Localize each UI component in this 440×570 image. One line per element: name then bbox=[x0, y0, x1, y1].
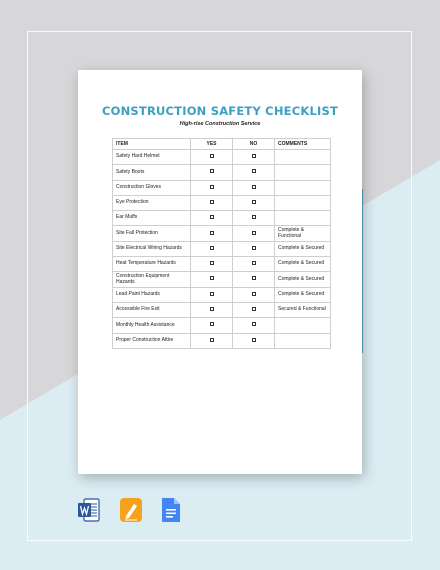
row-comment: Complete & Secured bbox=[275, 241, 331, 256]
table-row bbox=[113, 195, 331, 210]
table-row bbox=[113, 150, 331, 165]
word-icon[interactable] bbox=[78, 497, 100, 523]
row-yes-cell bbox=[191, 302, 233, 317]
table-row bbox=[113, 165, 331, 180]
row-item-label: Construction Gloves bbox=[113, 180, 191, 195]
row-item-label: Heat Temperature Hazards bbox=[113, 257, 191, 272]
row-no-cell bbox=[233, 302, 275, 317]
no-checkbox[interactable] bbox=[252, 200, 256, 204]
row-comment bbox=[275, 333, 331, 348]
row-no-cell bbox=[233, 287, 275, 302]
table-row bbox=[113, 241, 331, 256]
row-comment: Complete & Secured bbox=[275, 272, 331, 287]
no-checkbox[interactable] bbox=[252, 215, 256, 219]
row-no-cell bbox=[233, 257, 275, 272]
app-icons bbox=[78, 497, 188, 523]
row-comment bbox=[275, 211, 331, 226]
yes-checkbox[interactable] bbox=[210, 169, 214, 173]
table-row bbox=[113, 333, 331, 348]
row-no-cell bbox=[233, 211, 275, 226]
row-comment: Complete & Functional bbox=[275, 226, 331, 241]
row-item-label: Proper Construction Attire bbox=[113, 333, 191, 348]
column-header-comments: COMMENTS bbox=[275, 139, 331, 150]
no-checkbox[interactable] bbox=[252, 246, 256, 250]
row-no-cell bbox=[233, 318, 275, 333]
row-comment bbox=[275, 318, 331, 333]
column-header-no: NO bbox=[233, 139, 275, 150]
row-no-cell bbox=[233, 272, 275, 287]
pages-icon[interactable] bbox=[120, 497, 142, 523]
table-row bbox=[113, 180, 331, 195]
row-item-label: Eye Protection bbox=[113, 195, 191, 210]
table-row bbox=[113, 272, 331, 287]
row-item-label: Site Electrical Wiring Hazards bbox=[113, 241, 191, 256]
yes-checkbox[interactable] bbox=[210, 322, 214, 326]
row-item-label: Site Fall Protection bbox=[113, 226, 191, 241]
row-comment: Complete & Secured bbox=[275, 287, 331, 302]
yes-checkbox[interactable] bbox=[210, 185, 214, 189]
no-checkbox[interactable] bbox=[252, 169, 256, 173]
row-no-cell bbox=[233, 165, 275, 180]
row-yes-cell bbox=[191, 195, 233, 210]
row-comment bbox=[275, 150, 331, 165]
row-yes-cell bbox=[191, 287, 233, 302]
no-checkbox[interactable] bbox=[252, 154, 256, 158]
column-header-yes: YES bbox=[191, 139, 233, 150]
yes-checkbox[interactable] bbox=[210, 261, 214, 265]
row-no-cell bbox=[233, 241, 275, 256]
table-row bbox=[113, 287, 331, 302]
no-checkbox[interactable] bbox=[252, 185, 256, 189]
yes-checkbox[interactable] bbox=[210, 338, 214, 342]
no-checkbox[interactable] bbox=[252, 338, 256, 342]
table-header-row bbox=[113, 139, 331, 150]
row-yes-cell bbox=[191, 165, 233, 180]
column-header-item: ITEM bbox=[113, 139, 191, 150]
row-yes-cell bbox=[191, 318, 233, 333]
google-docs-icon[interactable] bbox=[160, 497, 182, 523]
no-checkbox[interactable] bbox=[252, 307, 256, 311]
row-comment: Secured & Functional bbox=[275, 302, 331, 317]
table-row bbox=[113, 211, 331, 226]
yes-checkbox[interactable] bbox=[210, 200, 214, 204]
document-page bbox=[78, 70, 362, 474]
row-yes-cell bbox=[191, 272, 233, 287]
yes-checkbox[interactable] bbox=[210, 307, 214, 311]
table-row bbox=[113, 302, 331, 317]
checklist-table bbox=[112, 138, 331, 349]
table-row bbox=[113, 318, 331, 333]
row-no-cell bbox=[233, 180, 275, 195]
row-no-cell bbox=[233, 195, 275, 210]
document-subtitle: High-rise Construction Service bbox=[179, 121, 261, 127]
no-checkbox[interactable] bbox=[252, 276, 256, 280]
document-title: CONSTRUCTION SAFETY CHECKLIST bbox=[101, 104, 338, 118]
table-row bbox=[113, 257, 331, 272]
row-item-label: Safety Boots bbox=[113, 165, 191, 180]
row-yes-cell bbox=[191, 333, 233, 348]
row-item-label: Accessible Fire Exit bbox=[113, 302, 191, 317]
row-yes-cell bbox=[191, 226, 233, 241]
row-yes-cell bbox=[191, 180, 233, 195]
row-yes-cell bbox=[191, 257, 233, 272]
yes-checkbox[interactable] bbox=[210, 215, 214, 219]
row-item-label: Lead Paint Hazards bbox=[113, 287, 191, 302]
row-item-label: Ear Muffs bbox=[113, 211, 191, 226]
table-row bbox=[113, 226, 331, 241]
yes-checkbox[interactable] bbox=[210, 231, 214, 235]
row-comment bbox=[275, 180, 331, 195]
no-checkbox[interactable] bbox=[252, 322, 256, 326]
row-item-label: Safety Hard Helmet bbox=[113, 150, 191, 165]
row-yes-cell bbox=[191, 241, 233, 256]
row-yes-cell bbox=[191, 150, 233, 165]
row-no-cell bbox=[233, 333, 275, 348]
yes-checkbox[interactable] bbox=[210, 292, 214, 296]
row-comment: Complete & Secured bbox=[275, 257, 331, 272]
no-checkbox[interactable] bbox=[252, 231, 256, 235]
row-comment bbox=[275, 165, 331, 180]
checklist-body bbox=[113, 150, 331, 349]
row-no-cell bbox=[233, 226, 275, 241]
yes-checkbox[interactable] bbox=[210, 246, 214, 250]
yes-checkbox[interactable] bbox=[210, 276, 214, 280]
no-checkbox[interactable] bbox=[252, 292, 256, 296]
row-item-label: Monthly Health Assistance bbox=[113, 318, 191, 333]
row-no-cell bbox=[233, 150, 275, 165]
no-checkbox[interactable] bbox=[252, 261, 256, 265]
yes-checkbox[interactable] bbox=[210, 154, 214, 158]
row-comment bbox=[275, 195, 331, 210]
row-item-label: Construction Equipment Hazards bbox=[113, 272, 191, 287]
row-yes-cell bbox=[191, 211, 233, 226]
